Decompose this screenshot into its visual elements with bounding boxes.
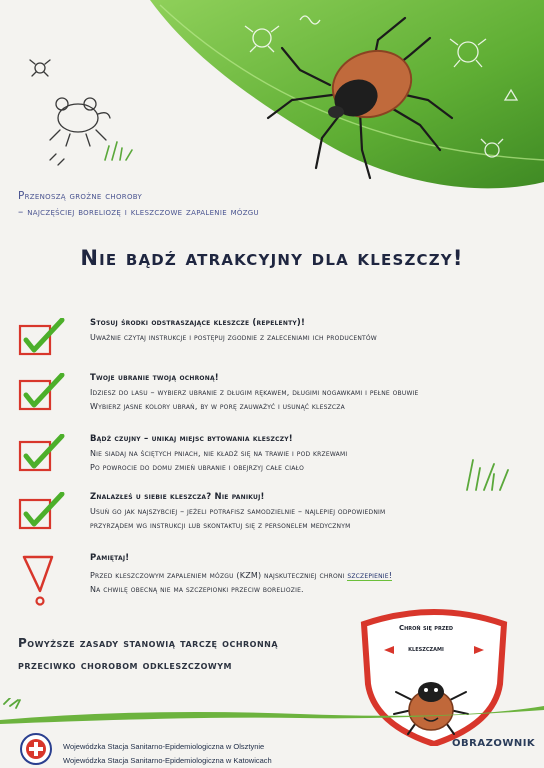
checkbox-check-icon	[18, 492, 66, 532]
rule-title: Znalazłeś u siebie kleszcza? Nie panikuj!	[90, 492, 265, 502]
intro-line-1: Przenoszą groźne choroby	[18, 190, 143, 202]
rule-line: Nie siadaj na ściętych pniach, nie kładź się na trawie i pod krzewami	[90, 449, 348, 458]
rule-line: Usuń go jak najszybciej – jeżeli potrafisz samodzielnie – najlepiej odpowiednim	[90, 507, 386, 516]
intro-text	[18, 188, 438, 220]
rule-line: Uważnie czytaj instrukcje i postępuj zgodnie z zaleceniami ich producentów	[90, 333, 377, 342]
vaccination-highlight: szczepienie!	[347, 571, 393, 580]
remember-title: Pamiętaj!	[90, 553, 130, 563]
footer-wave-decoration	[0, 698, 544, 728]
rule-line: Po powrocie do domu zmień ubranie i obejrzyj całe ciało	[90, 463, 305, 472]
doodle-bugs-illustration	[0, 0, 160, 180]
shield-caption-middle: kleszczami	[408, 645, 444, 653]
grass-doodle-icon	[462, 452, 512, 492]
intro-line-2: – najczęściej boreliozę i kleszczowe zapalenie mózgu	[18, 206, 259, 218]
rule-title: Twoje ubranie twoją ochroną!	[90, 373, 219, 383]
institution-katowice: Wojewódzka Stacja Sanitarno-Epidemiologiczna w Katowicach	[63, 756, 272, 765]
rule-text	[90, 331, 530, 345]
remember-line-1-text: Przed kleszczowym zapaleniem mózgu (KZM) najskuteczniej chroni	[90, 571, 345, 580]
summary-text	[18, 632, 348, 676]
exclamation-warning-icon	[18, 553, 66, 609]
rule-title: Stosuj środki odstraszające kleszcze (repelenty)!	[90, 318, 306, 328]
remember-text	[90, 569, 530, 597]
shield-caption-top: Chroń się przed	[398, 624, 454, 632]
checkbox-check-icon	[18, 318, 66, 358]
rule-line: przyrządem wg instrukcji lub skontaktuj się z personelem medycznym	[90, 521, 351, 530]
page-title: Nie bądź atrakcyjny dla kleszczy!	[80, 246, 464, 270]
rule-line: Idziesz do lasu – wybierz ubranie z długim rękawem, długimi nogawkami i pełne obuwie	[90, 388, 419, 397]
institution-olsztyn: Wojewódzka Stacja Sanitarno-Epidemiologiczna w Olsztynie	[63, 742, 265, 751]
rule-title: Bądź czujny – unikaj miejsc bytowania kleszczy!	[90, 434, 293, 444]
summary-line-1: Powyższe zasady stanowią tarczę ochronną	[18, 636, 279, 650]
rule-text	[90, 386, 530, 414]
rule-text	[90, 505, 530, 533]
rule-line: Wybierz jasne kolory ubrań, by w porę zauważyć i usunąć kleszcza	[90, 402, 345, 411]
obrazownik-brand-logo: OBRAZOWNIK	[452, 738, 536, 749]
checkbox-check-icon	[18, 373, 66, 413]
summary-line-2: przeciwko chorobom odkleszczowym	[18, 658, 232, 672]
remember-line-1	[90, 569, 530, 583]
checkbox-check-icon	[18, 434, 66, 474]
sanepid-logo	[20, 733, 52, 765]
remember-line-2: Na chwilę obecną nie ma szczepionki przeciw boreliozie.	[90, 585, 304, 594]
